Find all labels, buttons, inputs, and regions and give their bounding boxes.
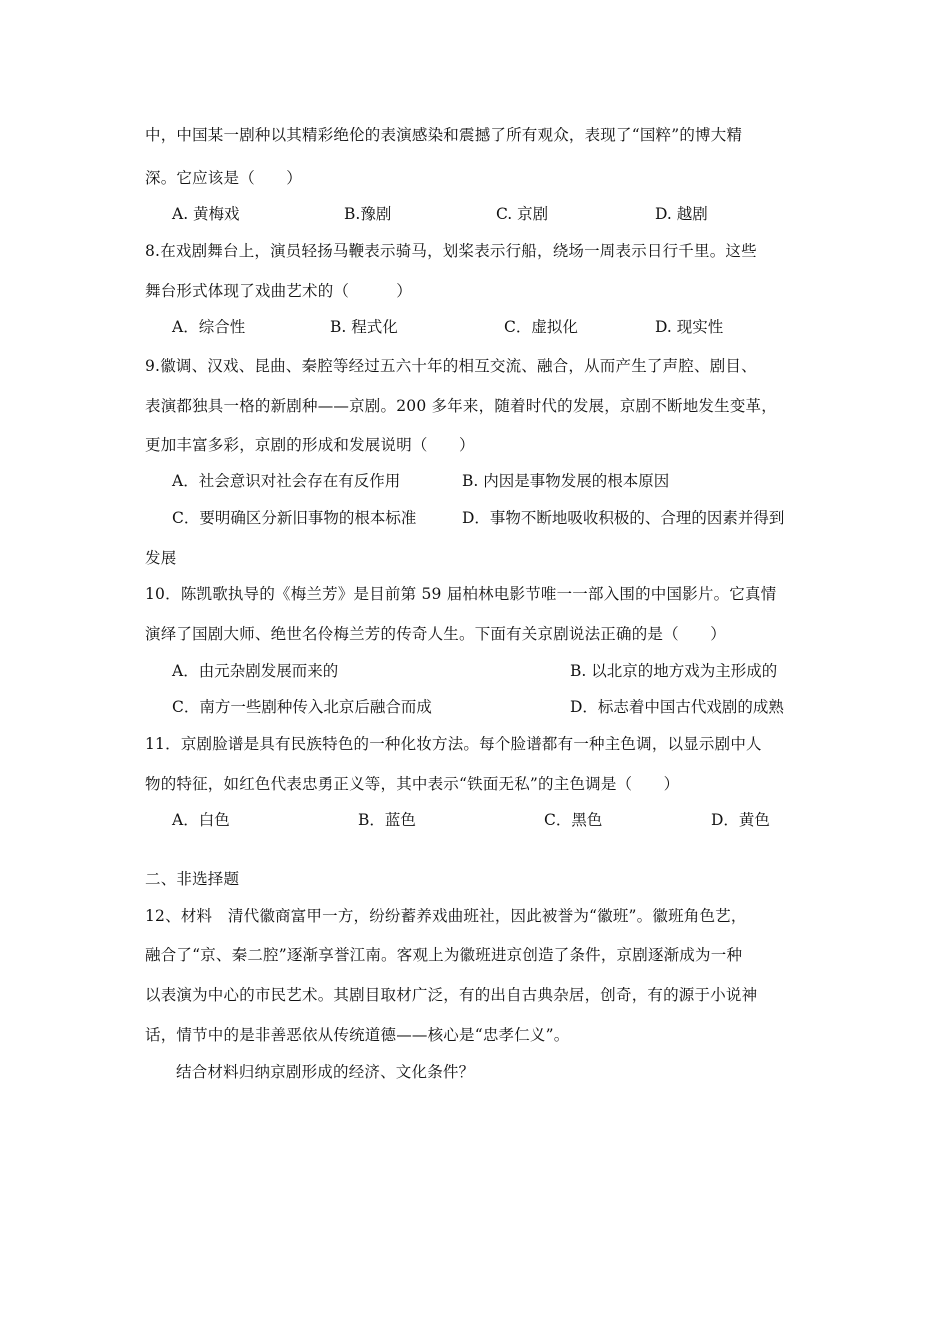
q12-question: 结合材料归纳京剧形成的经济、文化条件？ bbox=[176, 1063, 475, 1081]
q10-option-d: D．标志着中国古代戏剧的成熟 bbox=[570, 698, 784, 716]
q9-option-c: C．要明确区分新旧事物的根本标准 bbox=[172, 509, 417, 527]
q7-text-line-2: 深。它应该是（ ） bbox=[145, 169, 303, 187]
q11-option-a: A．白色 bbox=[172, 811, 230, 829]
q12-text-line-4: 话，情节中的是非善恶依从传统道德——核心是“忠孝仁义”。 bbox=[145, 1026, 570, 1044]
q12-text-line-2: 融合了“京、秦二腔”逐渐享誉江南。客观上为徽班进京创造了条件，京剧逐渐成为一种 bbox=[145, 946, 743, 964]
section-heading-non-choice: 二、非选择题 bbox=[145, 870, 240, 888]
q10-text-line-1: 10．陈凯歌执导的《梅兰芳》是目前第 59 届柏林电影节唯一一部入围的中国影片。它真情 bbox=[145, 585, 777, 603]
q10-text-line-2: 演绎了国剧大师、绝世名伶梅兰芳的传奇人生。下面有关京剧说法正确的是（ ） bbox=[145, 625, 726, 643]
q11-option-d: D．黄色 bbox=[711, 811, 770, 829]
q7-option-a: A. 黄梅戏 bbox=[172, 205, 240, 223]
q8-text-line-1: 8.在戏剧舞台上，演员轻扬马鞭表示骑马，划桨表示行船，绕场一周表示日行千里。这些 bbox=[145, 242, 757, 260]
q8-option-d: D. 现实性 bbox=[655, 318, 724, 336]
q9-option-b: B. 内因是事物发展的根本原因 bbox=[462, 472, 670, 490]
q7-text-line-1: 中，中国某一剧种以其精彩绝伦的表演感染和震撼了所有观众，表现了“国粹”的博大精 bbox=[145, 126, 743, 144]
q8-option-c: C．虚拟化 bbox=[504, 318, 578, 336]
q9-option-d: D．事物不断地吸收积极的、合理的因素并得到 bbox=[462, 509, 785, 527]
q8-option-b: B. 程式化 bbox=[330, 318, 398, 336]
q7-option-c: C. 京剧 bbox=[496, 205, 549, 223]
q8-text-line-2: 舞台形式体现了戏曲艺术的（ ） bbox=[145, 282, 412, 300]
q9-text-line-3: 更加丰富多彩，京剧的形成和发展说明（ ） bbox=[145, 436, 475, 454]
q7-option-d: D. 越剧 bbox=[655, 205, 708, 223]
q10-option-b: B. 以北京的地方戏为主形成的 bbox=[570, 662, 778, 680]
q12-text-line-3: 以表演为中心的市民艺术。其剧目取材广泛，有的出自古典杂居，创奇，有的源于小说神 bbox=[145, 986, 758, 1004]
q11-option-b: B．蓝色 bbox=[358, 811, 416, 829]
q9-text-line-2: 表演都独具一格的新剧种——京剧。200 多年来，随着时代的发展，京剧不断地发生变革， bbox=[145, 397, 777, 415]
q11-option-c: C．黑色 bbox=[544, 811, 603, 829]
q9-text-line-1: 9.徽调、汉戏、昆曲、秦腔等经过五六十年的相互交流、融合，从而产生了声腔、剧目、 bbox=[145, 357, 757, 375]
q11-text-line-1: 11．京剧脸谱是具有民族特色的一种化妆方法。每个脸谱都有一种主色调，以显示剧中人 bbox=[145, 735, 762, 753]
q12-text-line-1: 12、材料 清代徽商富甲一方，纷纷蓄养戏曲班社，因此被誉为“徽班”。徽班角色艺， bbox=[145, 907, 747, 925]
q10-option-a: A．由元杂剧发展而来的 bbox=[172, 662, 339, 680]
q9-option-a: A．社会意识对社会存在有反作用 bbox=[172, 472, 401, 490]
q9-option-d-continuation: 发展 bbox=[145, 549, 177, 567]
q10-option-c: C．南方一些剧种传入北京后融合而成 bbox=[172, 698, 432, 716]
q8-option-a: A．综合性 bbox=[172, 318, 246, 336]
q7-option-b: B.豫剧 bbox=[344, 205, 392, 223]
q11-text-line-2: 物的特征，如红色代表忠勇正义等，其中表示“铁面无私”的主色调是（ ） bbox=[145, 775, 680, 793]
